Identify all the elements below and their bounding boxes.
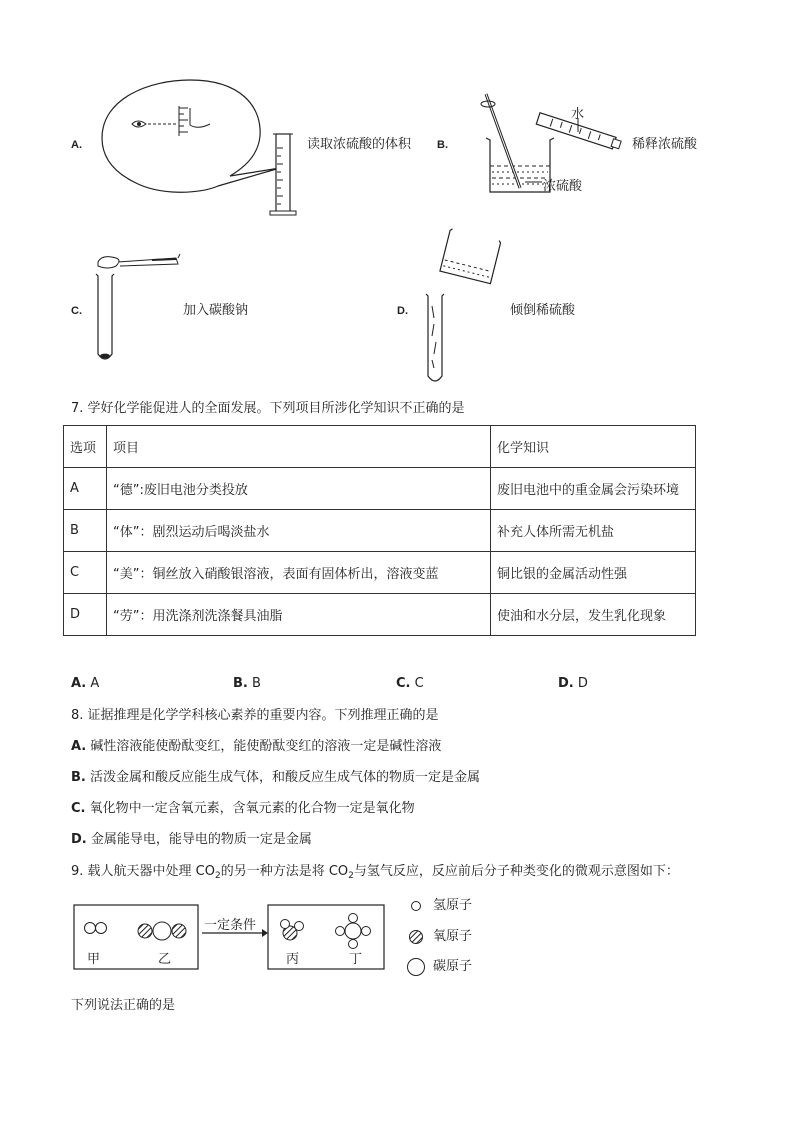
q7-stem: 7. 学好化学能促进人的全面发展。下列项目所涉化学知识不正确的是 xyxy=(71,401,465,416)
option-a-figure xyxy=(90,78,310,218)
water-label: 水 xyxy=(571,107,585,122)
option-b-caption: 稀释浓硫酸 xyxy=(632,137,698,152)
conc-acid-label: 浓硫酸 xyxy=(543,179,583,194)
molecule-yi: 乙 xyxy=(158,952,172,967)
table-header-row xyxy=(64,426,696,468)
table-row xyxy=(64,510,696,552)
molecule-ding: 丁 xyxy=(349,952,363,967)
q7-choice-b[interactable]: B. B xyxy=(233,676,261,691)
option-d-figure xyxy=(420,228,510,388)
row-knowledge: 使油和水分层，发生乳化现象 xyxy=(491,594,696,636)
q7-choice-c[interactable]: C. C xyxy=(396,676,424,691)
row-item: “体”：剧烈运动后喝淡盐水 xyxy=(107,510,491,552)
q7-table xyxy=(63,425,696,636)
q8-option-c[interactable]: C. 氧化物中一定含氧元素，含氧元素的化合物一定是氧化物 xyxy=(71,801,415,816)
header-knowledge: 化学知识 xyxy=(491,426,696,468)
q8-option-d[interactable]: D. 金属能导电，能导电的物质一定是金属 xyxy=(71,832,312,847)
carbon-atom-icon xyxy=(408,959,425,976)
row-option: A xyxy=(64,468,107,510)
table-row xyxy=(64,468,696,510)
option-a-label: A. xyxy=(71,139,82,151)
q7-choice-a[interactable]: A. A xyxy=(71,676,100,691)
table-row xyxy=(64,552,696,594)
row-knowledge: 废旧电池中的重金属会污染环境 xyxy=(491,468,696,510)
option-c-label: C. xyxy=(71,305,82,317)
molecule-bing: 丙 xyxy=(286,952,300,967)
q8-stem: 8. 证据推理是化学学科核心素养的重要内容。下列推理正确的是 xyxy=(71,708,439,723)
hydrogen-atom-icon xyxy=(412,902,421,911)
legend-oxygen: 氧原子 xyxy=(433,929,473,944)
row-item: “美”：铜丝放入硝酸银溶液，表面有固体析出，溶液变蓝 xyxy=(107,552,491,594)
q9-follow: 下列说法正确的是 xyxy=(71,998,176,1013)
row-option: C xyxy=(64,552,107,594)
header-item: 项目 xyxy=(107,426,491,468)
q8-option-b[interactable]: B. 活泼金属和酸反应能生成气体，和酸反应生成气体的物质一定是金属 xyxy=(71,770,481,785)
row-option: D xyxy=(64,594,107,636)
row-item: “德”:废旧电池分类投放 xyxy=(107,468,491,510)
q8-option-a[interactable]: A. 碱性溶液能使酚酞变红，能使酚酞变红的溶液一定是碱性溶液 xyxy=(71,739,442,754)
row-item: “劳”：用洗涤剂洗涤餐具油脂 xyxy=(107,594,491,636)
row-option: B xyxy=(64,510,107,552)
option-c-caption: 加入碳酸钠 xyxy=(183,303,249,318)
row-knowledge: 补充人体所需无机盐 xyxy=(491,510,696,552)
graduated-cylinder xyxy=(270,134,296,215)
legend-hydrogen: 氢原子 xyxy=(433,898,473,913)
option-d-label: D. xyxy=(397,305,408,317)
molecule-jia: 甲 xyxy=(87,952,101,967)
q7-choice-d[interactable]: D. D xyxy=(558,676,588,691)
option-a-caption: 读取浓硫酸的体积 xyxy=(307,137,412,152)
table-row xyxy=(64,594,696,636)
option-d-caption: 倾倒稀硫酸 xyxy=(510,303,576,318)
magnifier-bubble xyxy=(102,80,280,192)
q9-stem: 9. 载人航天器中处理 $CO_2$的另一种方法是将 $CO_2$与氢气反应，反应前后分子种类变化的微观示意图如下： xyxy=(71,864,679,881)
legend-carbon: 碳原子 xyxy=(433,959,473,974)
header-option: 选项 xyxy=(64,426,107,468)
row-knowledge: 铜比银的金属活动性强 xyxy=(491,552,696,594)
option-c-figure xyxy=(92,250,192,365)
condition-label: 一定条件 xyxy=(204,918,257,933)
atom-legend xyxy=(402,895,432,980)
option-b-label: B. xyxy=(437,139,448,151)
oxygen-atom-icon xyxy=(410,931,423,944)
